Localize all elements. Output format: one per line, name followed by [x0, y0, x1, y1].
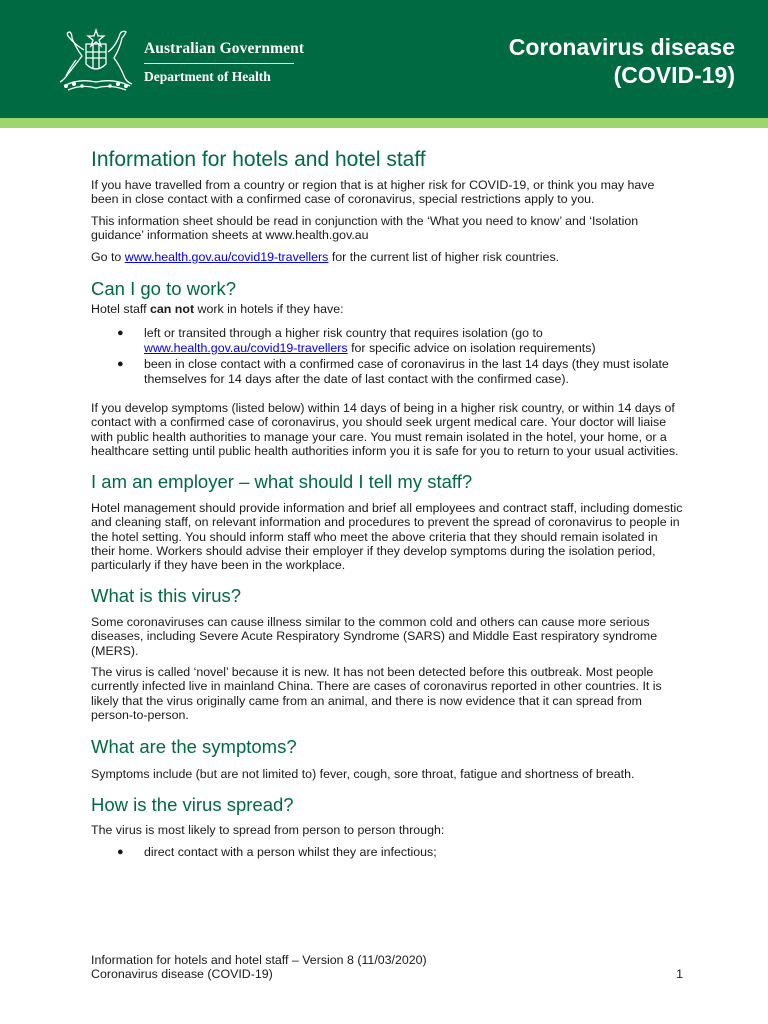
work-lead: [91, 302, 683, 316]
intro-paragraph-2: This information sheet should be read in conjunction with the ‘What you need to know’ and ‘Isolation guidance’ information sheets at www.health.gov.au: [91, 213, 639, 243]
bullet-icon: ●: [117, 327, 124, 340]
department-name: Department of Health: [144, 69, 271, 84]
work-paragraph: If you develop symptoms (listed below) within 14 days of being in a higher risk country, or within 14 days of contact with a confirmed case of coronavirus, you should seek urgent medical care. Your doctor will liaise with public health authorities to manage your care. You must remain isolated in the hotel, your home, or a healthcare setting until public health authorities inform you it is safe for you to return to your usual activities.: [91, 401, 679, 459]
government-name: Australian Government: [144, 40, 305, 57]
list-item: [91, 357, 683, 386]
page-title: Information for hotels and hotel staff: [91, 148, 426, 171]
emphasis-can-not: can not: [150, 302, 195, 317]
symptoms-paragraph: Symptoms include (but are not limited to) fever, cough, sore throat, fatigue and shortness of breath.: [91, 766, 635, 781]
header-title-line2: (COVID-19): [613, 62, 735, 88]
page-footer: [91, 953, 683, 981]
header-title: [509, 33, 735, 89]
text-span: for the current list of higher risk countries.: [328, 249, 560, 264]
bullet-icon: ●: [117, 358, 124, 371]
document-body: [91, 146, 683, 860]
text-span: been in close contact with a confirmed case of coronavirus in the last 14 days (they must isolate themselves for 14 days after the date of last contact with the confirmed case).: [144, 357, 669, 386]
travellers-link[interactable]: www.health.gov.au/covid19-travellers: [144, 340, 348, 355]
text-span: Hotel staff: [91, 302, 151, 317]
footer-line-2: Coronavirus disease (COVID-19): [91, 967, 273, 981]
government-wordmark: [144, 40, 304, 85]
section-heading-spread: How is the virus spread?: [91, 793, 294, 815]
text-span: for specific advice on isolation requirements): [347, 340, 596, 355]
section-heading-employer: I am an employer – what should I tell my staff?: [91, 470, 473, 492]
virus-paragraph-2: The virus is called ‘novel’ because it is new. It has not been detected before this outbreak. Most people currently infected live in mainland China. There are cases of coronavirus reported in other countries. It is likely that the virus originally came from an animal, and there is now evidence that it can spread from person-to-person.: [91, 664, 662, 723]
intro-paragraph-3: [91, 250, 683, 264]
list-item: [91, 326, 683, 355]
text-span: left or transited through a higher risk country that requires isolation (go to: [144, 326, 543, 341]
header-stripe: [0, 118, 768, 128]
intro-paragraph-1: If you have travelled from a country or region that is at higher risk for COVID-19, or think you may have been in close contact with a confirmed case of coronavirus, special restrictions apply to you.: [91, 178, 655, 207]
virus-paragraph-1: Some coronaviruses can cause illness similar to the common cold and others can cause more serious diseases, including Severe Acute Respiratory Syndrome (SARS) and Middle East respiratory syndrome (MERS).: [91, 614, 658, 658]
header-banner: [0, 0, 768, 118]
section-heading-symptoms: What are the symptoms?: [91, 735, 297, 757]
section-heading-work: Can I go to work?: [91, 278, 236, 300]
spread-bullet-list: [91, 845, 683, 859]
footer-line-1: Information for hotels and hotel staff – Version 8 (11/03/2020): [91, 953, 427, 967]
page-number: 1: [676, 967, 683, 981]
divider: [144, 63, 294, 64]
section-heading-virus: What is this virus?: [91, 584, 242, 606]
header-title-line1: Coronavirus disease: [508, 34, 735, 60]
coat-of-arms-icon: [54, 24, 138, 94]
work-bullet-list: [91, 326, 683, 386]
text-span: work in hotels if they have:: [194, 302, 344, 317]
list-item: [91, 845, 683, 859]
spread-paragraph: The virus is most likely to spread from person to person through:: [91, 822, 445, 837]
employer-paragraph: Hotel management should provide information and brief all employees and contract staff, including domestic and cleaning staff, on relevant information and procedures to prevent the spread of coronavirus to people in the hotel setting. You should inform staff who meet the above criteria that they should remain isolated in their home. Workers should advise their employer if they develop symptoms during the isolation period, particularly if they have been in the workplace.: [91, 500, 683, 573]
travellers-link[interactable]: www.health.gov.au/covid19-travellers: [124, 249, 329, 264]
text-span: Go to: [91, 249, 125, 264]
text-span: direct contact with a person whilst they are infectious;: [144, 845, 437, 860]
bullet-icon: ●: [117, 846, 124, 859]
